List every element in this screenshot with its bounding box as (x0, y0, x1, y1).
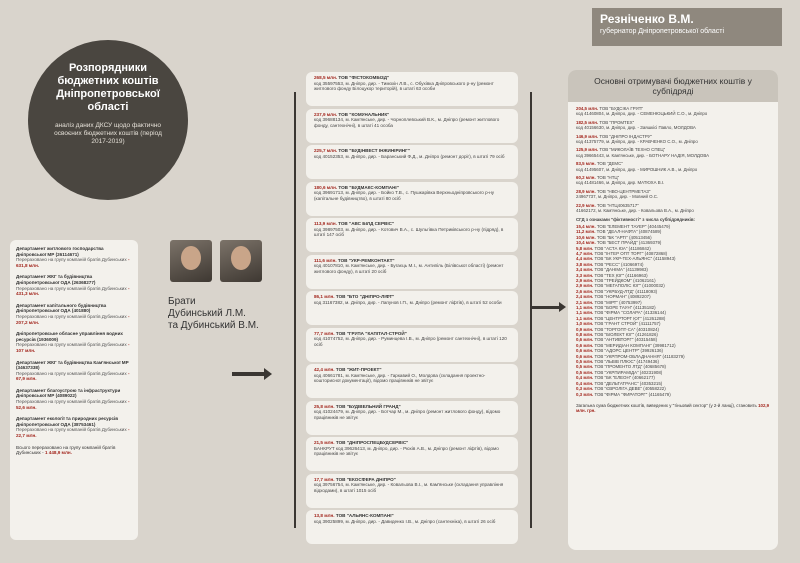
fictitious-name: ТОВ "ДЕЛЬТАТРАНС" (40353215) (594, 380, 663, 386)
company-card (306, 72, 518, 106)
department-item (16, 388, 132, 410)
company-name: ТОВ "БУДМАКС-КОМПАНІ" (338, 184, 399, 190)
company-detail: код 39691713, м. Дніпро, дир. - Бойко Т.В., с. Пушкарівка Верхньодніпровського р-ну (капітальне будівництво), в штаті 80 осіб (314, 190, 495, 201)
company-card (306, 364, 518, 398)
company-name: ТОВ "БУДІНВЕСТ ІНЖИНІРИНГ" (338, 148, 410, 153)
fictitious-amount: 0,5 млн. (576, 369, 594, 375)
department-action-text: Перераховано на групу компаній братів Дубинських (16, 399, 127, 405)
company-amount: 113,9 млн. (314, 221, 337, 226)
company-amount: 180,6 млн. (314, 184, 338, 190)
subcontractor-item (576, 161, 770, 172)
fictitious-name: ТОВ "БК "АРТІ" (40513456) (596, 234, 652, 240)
subcontractor-item (576, 106, 770, 117)
company-name: ТОВ "ДНІПРОСПЕЦБУДСЕРВІС" (335, 440, 409, 445)
subcontractors-body (568, 102, 778, 418)
fictitious-name: ТОВ "БК "ЕЛЕОН" (40662177) (594, 375, 655, 381)
governor-name: Резніченко В.М. (600, 12, 694, 26)
company-amount: 25,8 млн. (314, 403, 335, 409)
subcontractor-name: ТОВ "НТЦ40635717" (596, 202, 639, 208)
subcontractor-amount: 125,9 млн. (576, 147, 599, 153)
company-name: ТОВ "ЕКОСФЕРА ДНІПРО" (335, 476, 396, 482)
fictitious-name: ТОВ "БК УКР-ТЕХ-АЛЬЯНС" (41158943) (594, 256, 676, 262)
fictitious-list (576, 224, 770, 397)
subcontractor-detail: код 40156630, м. Дніпро, дир. - Заяшкісі Павло, МОЛДОВА (576, 125, 696, 131)
fictitious-amount: 1,1 млн. (576, 310, 594, 316)
fictitious-amount: 2,1 млн. (576, 299, 594, 305)
company-detail: БАНКРУТ код 39626413, м. Дніпро, дир. - Рюхів А.В., м. Дніпро (ремонт ліфтів), відомо працівників не звітує (314, 445, 499, 457)
fictitious-item (576, 392, 770, 397)
subcontractor-amount: 146,9 млн. (576, 133, 599, 139)
subcontractor-item (576, 189, 770, 200)
department-item (16, 246, 132, 268)
company-amount: 13,8 млн. (314, 513, 335, 518)
photo-brother-1 (170, 240, 212, 282)
department-action-text: Перераховано на групу компаній братів Дубинських (16, 370, 127, 376)
subcontractor-amount: 22,9 млн. (576, 202, 596, 208)
fictitious-name: ТОВ "АНТИВТОРГ" (40315458) (594, 337, 658, 343)
subcontractor-amount: 182,5 млн. (576, 119, 599, 125)
fictitious-amount: 11,2 млн. (576, 229, 596, 235)
fictitious-name: ТОВ "ІНТЕР ОПТ ТОРГ" (40872868) (594, 250, 668, 256)
department-name: Департамент ЖКГ та будівництва Дніпропетровської ОДА (26368277) (16, 274, 96, 285)
subcontractor-name: ТОВ "ДНІПРО ІНДАСТРУ" (599, 133, 653, 139)
fictitious-name: ТОВ "РЕСС" (41066974) (594, 261, 644, 267)
department-value: - 631,8 млн. (16, 257, 130, 268)
company-amount: 86,1 млн. (314, 294, 335, 299)
fictitious-name: ТОВ "УКРПРОМ-ОБЛАДНАННЯ" (41183279) (594, 353, 685, 359)
fictitious-name: ТОВ "ЕЛЕМЕНТ ТАУЕР" (40445479) (596, 223, 671, 229)
photo-brother-2 (220, 240, 262, 282)
department-item (16, 331, 132, 353)
subcontractor-item (576, 120, 770, 131)
company-card (306, 145, 518, 179)
brothers-caption (168, 296, 259, 332)
company-card (306, 328, 518, 362)
company-detail: код 35597553, м. Дніпро, дир. - Тимохін Л.В., с. Обухівка Дніпровського р-ну (ремонт житлового фонду Білоцукор територій), в штаті 63 особи (314, 80, 494, 92)
department-action (16, 399, 132, 410)
company-name: ТОВ "КОМУНАЛЬНИК" (338, 111, 390, 117)
department-action (16, 257, 132, 268)
fictitious-amount: 3,4 млн. (576, 267, 594, 273)
fictitious-name: ТОВ "ЄВРОЛІГА ДЕВЕ" (40558222) (594, 386, 666, 392)
subcontractors-items (576, 106, 770, 214)
fictitious-amount: 0,6 млн. (576, 342, 594, 348)
brothers-line-1: Брати (168, 296, 196, 307)
company-name: ТОВ "БУДІВЕЛЬНИЙ ГРАНД" (335, 403, 401, 409)
subcontractor-name: ТОВ "НВО-ЦЕНТРМЕТАЗ" (596, 188, 651, 194)
face-shape (231, 246, 251, 270)
department-item (16, 274, 132, 296)
fictitious-name: ТОВ "БОРЕ ТАУН" (41135182) (594, 305, 656, 310)
fictitious-amount: 0,3 млн. (576, 391, 594, 397)
fictitious-amount: 3,3 млн. (576, 272, 594, 278)
face-shape (181, 246, 201, 270)
company-detail: код 39025899, м. Дніпро, дир. - Давиденко І.В., м. Дніпро (сантехніка), в штаті 26 осіб (314, 518, 496, 524)
governor-title: губернатор Дніпропетровської області (600, 28, 725, 35)
fictitious-name: ТОВ "ЦЕНТРТОРГ ЮГ" (41261288) (594, 315, 666, 321)
company-name: ТОВ "БТО "ДНІПРО-ЛІФТ" (335, 294, 395, 299)
company-name: ТОВ "ФІСТОКОМБІЗД" (338, 75, 390, 80)
department-action (16, 371, 132, 382)
fictitious-name: ТОВ "ЛЬВІВ ПЛЮС" (41749436) (594, 359, 659, 365)
company-detail: код 39897503, м. Дніпро, дир. - Котович В.А., с. Шульгівка Петриківського р-ну (підряд), в штаті 147 осіб (314, 226, 504, 238)
fictitious-amount: 1,1 млн. (576, 305, 594, 310)
company-name: ТОВ "АВС БІЛД СЕРВІС" (338, 221, 395, 226)
title-circle (28, 40, 188, 200)
company-amount: 17,7 млн. (314, 476, 335, 482)
department-item (16, 416, 132, 438)
subcontractor-item (576, 203, 770, 214)
department-value: - 107 млн. (16, 342, 130, 353)
fictitious-name: ТОВ "БІОЛЕКТ ЮГ" (41261826) (594, 332, 658, 338)
departments-total (16, 445, 132, 456)
fictitious-name: ТОВ "МЕГАПОЛІС ЮГ" (41000032) (594, 283, 665, 289)
subcontractor-item (576, 147, 770, 158)
department-value: - 52,6 млн. (16, 399, 130, 410)
department-name: Департамент житлового господарства Дніпровської МР (26114671) (16, 246, 104, 257)
fictitious-amount: 0,5 млн. (576, 359, 594, 365)
department-value: - 431,3 млн. (16, 285, 130, 297)
subcontractor-name: ТОВ "ДЕМС" (596, 161, 623, 167)
company-card (306, 182, 518, 216)
fictitious-amount: 0,9 млн. (576, 326, 594, 332)
department-action-text: Перераховано на групу компаній братів Дубинських (16, 342, 127, 348)
company-name: ТОВ "АЛЬЯНС-КОМПАНІ" (335, 513, 394, 518)
subcontractor-name: ТОВ "НТЦ" (596, 175, 620, 181)
department-name: Департамент благоустрою та інфраструктури Дніпровської МР (4089022) (16, 387, 121, 399)
company-amount: 268,5 млн. (314, 75, 338, 80)
total-text: Всього перераховано на групу компаній братів Дубинських - (16, 444, 116, 456)
fictitious-amount: 0,6 млн. (576, 348, 594, 354)
fictitious-amount: 2,9 млн. (576, 283, 594, 289)
fictitious-amount: 0,3 млн. (576, 386, 594, 392)
department-action-text: Перераховано на групу компаній братів Дубинських (16, 257, 127, 263)
company-detail: код 39688134, м. Кам'янське, дир. - Чорноплевський В.К., м. Дніпро (ремонт житлового фонду, сантехнічні), в штаті 41 особа (314, 117, 500, 128)
department-action (16, 342, 132, 353)
company-card (306, 109, 518, 143)
fictitious-name: ТОВ "УКРПИРАМІДА" (40231908) (594, 369, 663, 375)
department-value: - 22,7 млн. (16, 427, 130, 439)
departments-list (16, 246, 132, 439)
footer-text: Загальна сума бюджетних коштів, виведених у "тіньовий сектор" (у 2-й ланці), становить (576, 402, 757, 408)
department-name: Департамент капітального будівництва Дніпропетровської ОДА (401880) (16, 302, 107, 314)
department-action-text: Перераховано на групу компаній братів Дубинських (16, 285, 127, 291)
department-action (16, 286, 132, 297)
total-value: 1 448,9 млн. (44, 450, 72, 456)
fictitious-amount: 4,4 млн. (576, 256, 594, 262)
fictitious-amount: 0,4 млн. (576, 380, 594, 386)
fictitious-name: ТОВ "ФІРМА "СОЛАРА" (41336144) (594, 310, 666, 316)
fictitious-amount: 5,8 млн. (576, 245, 594, 251)
fictitious-name: ТОВ "ДАНІМА" (41139983) (594, 267, 648, 273)
company-detail: код 39756754, м. Кам'янське, дир. - Ковальова В.І., м. Кам'янське (складання управління відходами), в штаті 1015 осіб (314, 482, 504, 493)
subcontractor-amount: 204,5 млн. (576, 106, 599, 111)
subcontractor-item (576, 175, 770, 186)
subcontractor-name: ТОВ "МИКОЛАЇВ ТЕХНО СПЕЦ" (599, 147, 666, 153)
company-card (306, 437, 518, 471)
fictitious-amount: 15,4 млн. (576, 223, 596, 229)
fictitious-amount: 2,6 млн. (576, 288, 594, 294)
fictitious-amount: 1,0 млн. (576, 321, 594, 327)
company-amount: 225,7 млн. (314, 148, 338, 153)
department-name: Дніпропетровське обласне управління водних ресурсів (1936009) (16, 331, 123, 342)
company-card (306, 218, 518, 252)
fictitious-amount: 3,8 млн. (576, 261, 594, 267)
company-amount: 237,9 млн. (314, 111, 338, 117)
fictitious-name: ТОВ "БЕСТ ПРАЙД" (41369379) (596, 240, 662, 246)
department-item (16, 303, 132, 325)
subcontractor-amount: 60,2 млн. (576, 175, 596, 181)
fictitious-name: ТОВ "УКРБУД-ЛТД" (41118093) (594, 288, 658, 294)
company-card (306, 510, 518, 544)
fictitious-name: ТОВ "АСТА ЮА" (41186842) (594, 245, 651, 251)
department-name: Департамент ЖКГ та будівництва Кам'янської МР (34637338) (16, 359, 129, 371)
company-amount: 77,7 млн. (314, 330, 335, 336)
fictitious-amount: 2,9 млн. (576, 277, 594, 283)
fictitious-amount: 0,6 млн. (576, 337, 594, 343)
fictitious-name: ТОВ "ТЕХ ЮГ" (41166963) (594, 272, 648, 278)
fictitious-amount: 1,1 млн. (576, 315, 594, 321)
page-title: Розпорядники бюджетних коштів Дніпропетровської області (56, 62, 160, 113)
arrow-to-subcontractors (532, 306, 560, 309)
department-value: - 207,2 млн. (16, 313, 130, 325)
fictitious-name: ТОВ "ГРАНТ СТРОЙ" (41111757) (594, 321, 661, 327)
subcontractors-footer (576, 403, 770, 414)
fictitious-name: ТОВ "НОРМАН" (40892207) (594, 294, 651, 300)
company-amount: 21,5 млн. (314, 440, 335, 445)
department-action-text: Перераховано на групу компаній братів Дубинських (16, 313, 127, 319)
subcontractor-name: ТОВ "БУДСІКА ГРУП" (599, 106, 644, 111)
company-card (306, 291, 518, 325)
subcontractor-detail: код 41495607, м. Дніпро, дир. - МИРОШНИК А.В., м. Дніпро (576, 166, 698, 172)
company-detail: код 41024479, м. Дніпро, дир. - Ботчар М., м. Дніпро (ремонт житлового фонду), відомо працівників не звітує (314, 409, 501, 420)
subcontractor-detail: код 39665443, м. Кам'янське, дир. - БОТНАРУ НАДІЯ, МОЛДОВА (576, 152, 710, 158)
department-action-text: Перераховано на групу компаній братів Дубинських (16, 427, 127, 433)
company-detail: код 40661781, м. Кам'янське, дир. - Гаркавий О., Молдова (складання проектно-кошторисної документації), відомо працівників не звітує (314, 372, 486, 384)
company-detail: код 40152353, м. Дніпро, дир. - Баранський Ф.Д., м. Дніпро (ремонт доріг), в штаті 79 осіб (314, 153, 505, 159)
company-amount: 111,6 млн. (314, 257, 337, 263)
company-detail: код 31167382, м. Дніпро, дир. - Лапунов І.П., м. Дніпро (ремонт ліфтів), в штаті 52 особи (314, 299, 502, 305)
fictitious-name: ТОВ "ПРОМЕНТО ЛТД" (40685678) (594, 364, 666, 370)
fictitious-name: ТОВ "МІРТ" (40753997) (594, 299, 642, 305)
subcontractors-bracket (530, 92, 532, 528)
subcontractor-amount: 28,9 млн. (576, 188, 596, 194)
brothers-line-2: Дубинський Л.М. (168, 308, 246, 319)
footer-value: 102,9 млн. грн. (576, 402, 770, 414)
company-name: ТОВ "УКР-РЕМКОНТАКТ" (337, 257, 395, 263)
company-card (306, 401, 518, 435)
company-name: ТОВ "ЖИТ-ПРОЕКТ" (335, 367, 382, 372)
fictitious-name: ТОВ "ДЕАЛ-НАФТА" (40874589) (596, 229, 662, 235)
arrow-to-companies (232, 372, 266, 376)
department-action (16, 314, 132, 325)
subcontractors-title: Основні отримувачі бюджетних коштів у субпідряді (568, 70, 778, 102)
company-detail: код 41074752, м. Дніпро, дир. - Руминцева І.В., м. Дніпро (ремонт сантехнічні), в штаті 120 осіб (314, 336, 507, 347)
subcontractor-item (576, 134, 770, 145)
fictitious-name: ТОВ "АДОРС ЦЕНТР" (39926136) (594, 348, 664, 354)
company-card (306, 474, 518, 508)
departments-panel (10, 240, 138, 540)
fictitious-amount: 10,4 млн. (576, 240, 596, 246)
governor-header (592, 8, 782, 46)
brothers-line-3: та Дубинський В.М. (168, 320, 259, 331)
subcontractor-detail: код 41375779, м. Дніпро, дир. - КРАВЧЕНКО С.О., м. Дніпро (576, 139, 698, 145)
company-card (306, 255, 518, 289)
fictitious-amount: 0,5 млн. (576, 364, 594, 370)
subcontractor-detail: код 41460804, м. Дніпро, дир. - СЕМЕНЮЦЬКИЙ С.О., м. Дніпро (576, 111, 708, 117)
fictitious-amount: 4,7 млн. (576, 250, 594, 256)
company-amount: 42,4 млн. (314, 367, 335, 372)
fictitious-name: ТОВ "ТРЕЙДКОМ" (41062161) (594, 277, 656, 283)
fictitious-amount: 0,8 млн. (576, 332, 594, 338)
fictitious-amount: 10,6 млн. (576, 234, 596, 240)
fictitious-amount: 0,6 млн. (576, 353, 594, 359)
companies-bracket (294, 92, 296, 528)
company-name: ТОВ "ГРУПА "КАПІТАЛ-СТРОЙ" (335, 330, 407, 336)
subcontractor-detail: 24967737, м. Дніпро, дир. - Мовний О.С. (576, 194, 659, 200)
department-item (16, 360, 132, 382)
subcontractors-panel (568, 70, 778, 550)
department-name: Департамент екології та природних ресурсів Дніпропетровської ОДА (38753461) (16, 416, 119, 427)
fictitious-amount: 0,4 млн. (576, 375, 594, 381)
subcontractor-detail: 41662172, м. Кам'янське, дир. - Ковальова В.А., м. Дніпро (576, 208, 694, 214)
fictitious-name: ТОВ "ТОРГОПТ-СА" (40310824) (594, 326, 659, 332)
department-value: - 67,9 млн. (16, 370, 130, 382)
department-action (16, 427, 132, 438)
company-detail: код 40107810, м. Кам'янське, дир. - Бугаєць М.І., м. Антипіль (Білівської області) (ремонт житлового фонду), в штаті 20 осіб (314, 263, 504, 274)
page-subtitle: аналіз даних ДКСУ щодо фактично освоєних бюджетних коштів (період 2017-2019) (54, 122, 162, 145)
subcontractor-name: ТОВ "ПРОМТЕХ" (599, 119, 635, 125)
subcontractor-detail: код 41481466, м. Дніпро, дир. МАТЮХА В.І. (576, 180, 665, 186)
fictitious-name: ТОВ "МЕРИДІАН КОМПАНІ" (39981712) (594, 342, 676, 348)
subcontractor-amount: 83,5 млн. (576, 161, 596, 167)
fictitious-name: ТОВ "ФІРМА "ФИРАТОРГ" (41165479) (594, 391, 671, 397)
fictitious-amount: 2,4 млн. (576, 294, 594, 300)
fictitious-heading: СГД з ознаками "фіктивності" з числа субпідрядників: (576, 216, 695, 222)
